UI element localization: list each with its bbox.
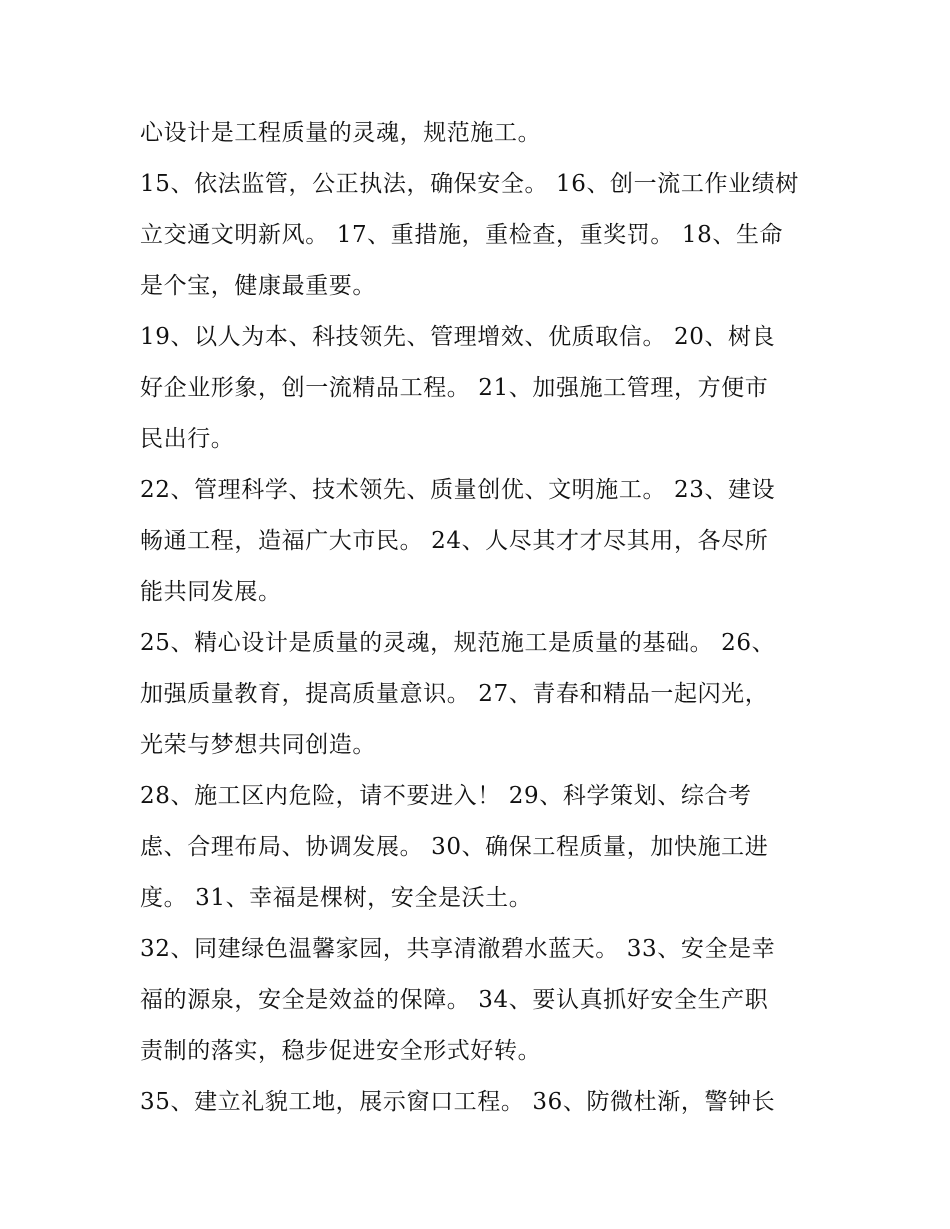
text-line: 虑、合理布局、协调发展。 30、确保工程质量，加快施工进: [140, 834, 769, 860]
text-line: 好企业形象，创一流精品工程。 21、加强施工管理，方便市: [140, 375, 769, 401]
text-line: 度。 31、幸福是棵树，安全是沃土。: [140, 885, 533, 911]
text-line: 19、以人为本、科技领先、管理增效、优质取信。 20、树良: [140, 324, 776, 350]
text-line: 福的源泉，安全是效益的保障。 34、要认真抓好安全生产职: [140, 987, 769, 1013]
text-line: 民出行。: [140, 426, 235, 452]
text-line: 立交通文明新风。 17、重措施，重检查，重奖罚。 18、生命: [140, 222, 784, 248]
text-line: 光荣与梦想共同创造。: [140, 732, 376, 758]
text-line: 能共同发展。: [140, 579, 282, 605]
text-line: 15、依法监管，公正执法，确保安全。 16、创一流工作业绩树: [140, 171, 799, 197]
body-text: [140, 108, 830, 1128]
text-line: 心设计是工程质量的灵魂，规范施工。: [140, 120, 542, 146]
text-line: 责制的落实，稳步促进安全形式好转。: [140, 1038, 542, 1064]
text-line: 畅通工程，造福广大市民。 24、人尽其才才尽其用，各尽所: [140, 528, 769, 554]
text-line: 25、精心设计是质量的灵魂，规范施工是质量的基础。 26、: [140, 630, 776, 656]
text-line: 是个宝，健康最重要。: [140, 273, 376, 299]
text-line: 22、管理科学、技术领先、质量创优、文明施工。 23、建设: [140, 477, 776, 503]
text-line: 35、建立礼貌工地，展示窗口工程。 36、防微杜渐，警钟长: [140, 1089, 776, 1115]
text-line: 32、同建绿色温馨家园，共享清澈碧水蓝天。 33、安全是幸: [140, 936, 776, 962]
text-line: 28、施工区内危险，请不要进入！ 29、科学策划、综合考: [140, 783, 752, 809]
text-line: 加强质量教育，提高质量意识。 27、青春和精品一起闪光，: [140, 681, 769, 707]
